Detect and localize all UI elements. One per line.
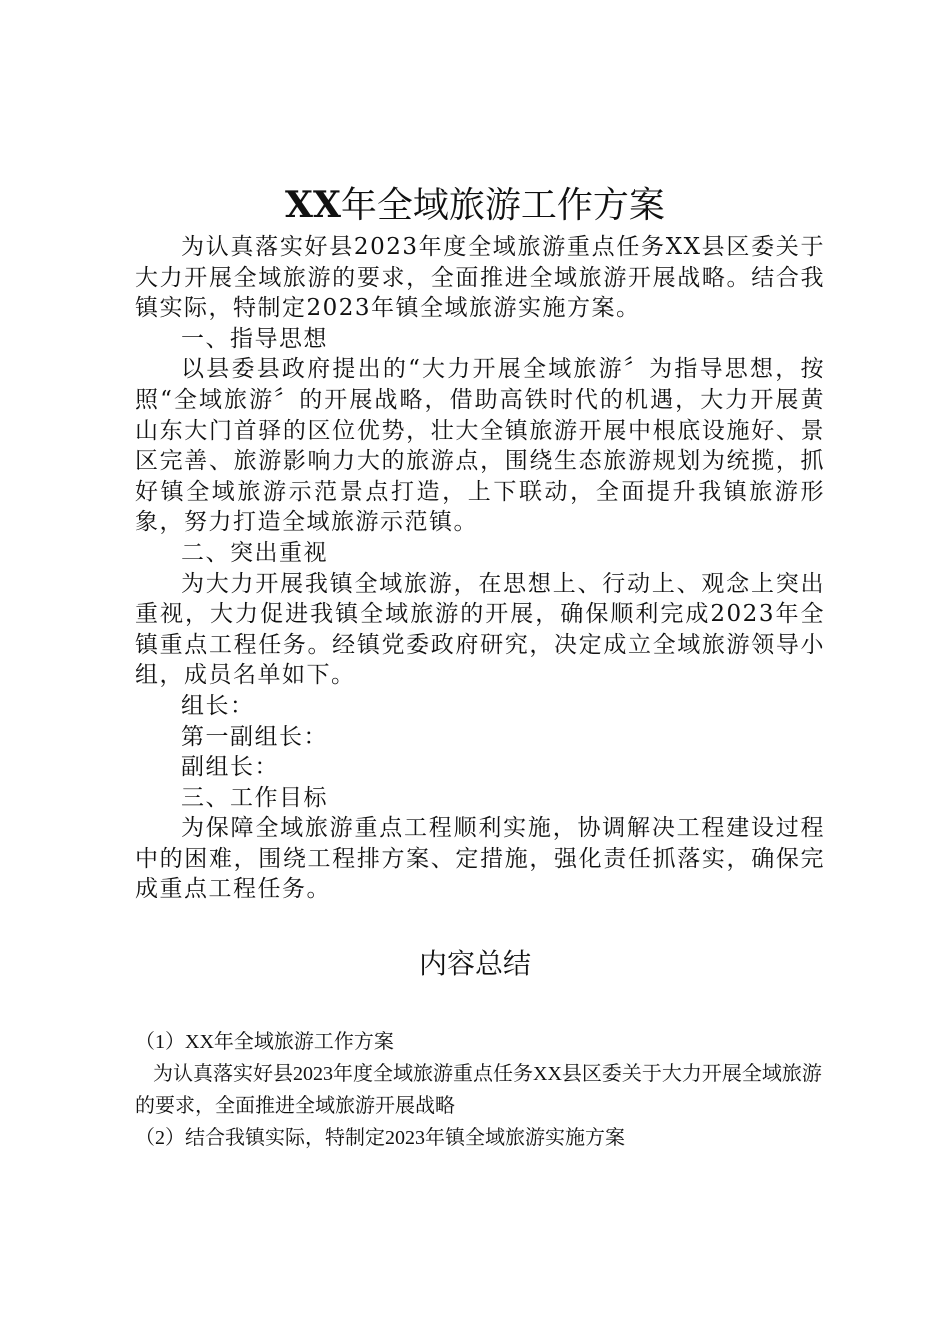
summary-item: （1）XX年全域旅游工作方案 (135, 1031, 394, 1053)
section-heading-work-goals: 三、工作目标 (181, 784, 328, 811)
document-title-prefix: XX (285, 184, 341, 226)
group-leader-line: 组长： (181, 692, 255, 719)
first-deputy-leader-line: 第一副组长： (181, 723, 328, 750)
intro-paragraph: 为认真落实好县2023年度全域旅游重点任务XX县区委关于大力开展全域旅游的要求，全面推进全域旅游开展战略。结合我镇实际，特制定2023年镇全域旅游实施方案。 (135, 234, 825, 322)
summary-item: （2）结合我镇实际，特制定2023年镇全域旅游实施方案 (135, 1127, 625, 1149)
summary-item: 为认真落实好县2023年度全域旅游重点任务XX县区委关于大力开展全域旅游的要求，全面推进全域旅游开展战略 (135, 1063, 822, 1117)
summary-section (135, 1026, 830, 1154)
summary-title: 内容总结 (418, 947, 531, 980)
section-heading-emphasis: 二、突出重视 (181, 539, 328, 566)
deputy-leader-line: 副组长： (181, 754, 279, 781)
document-title-text: 年全域旅游工作方案 (340, 185, 665, 226)
document-body (135, 232, 825, 905)
work-goals-paragraph: 为保障全域旅游重点工程顺利实施，协调解决工程建设过程中的困难，围绕工程排方案、定措施，强化责任抓落实，确保完成重点工程任务。 (135, 815, 825, 903)
guiding-thought-paragraph: 以县委县政府提出的“大力开展全域旅游〞为指导思想，按照“全域旅游〞的开展战略，借助高铁时代的机遇，大力开展黄山东大门首驿的区位优势，壮大全镇旅游开展中根底设施好、景区完善、旅游影响力大的旅游点，围绕生态旅游规划为统揽，抓好镇全域旅游示范景点打造，上下联动，全面提升我镇旅游形象，努力打造全域旅游示范镇。 (135, 356, 825, 536)
document-title (0, 180, 950, 231)
section-heading-guiding-thought: 一、指导思想 (181, 325, 328, 352)
emphasis-paragraph: 为大力开展我镇全域旅游，在思想上、行动上、观念上突出重视，大力促进我镇全域旅游的开展，确保顺利完成2023年全镇重点工程任务。经镇党委政府研究，决定成立全域旅游领导小组，成员名单如下。 (135, 570, 825, 689)
